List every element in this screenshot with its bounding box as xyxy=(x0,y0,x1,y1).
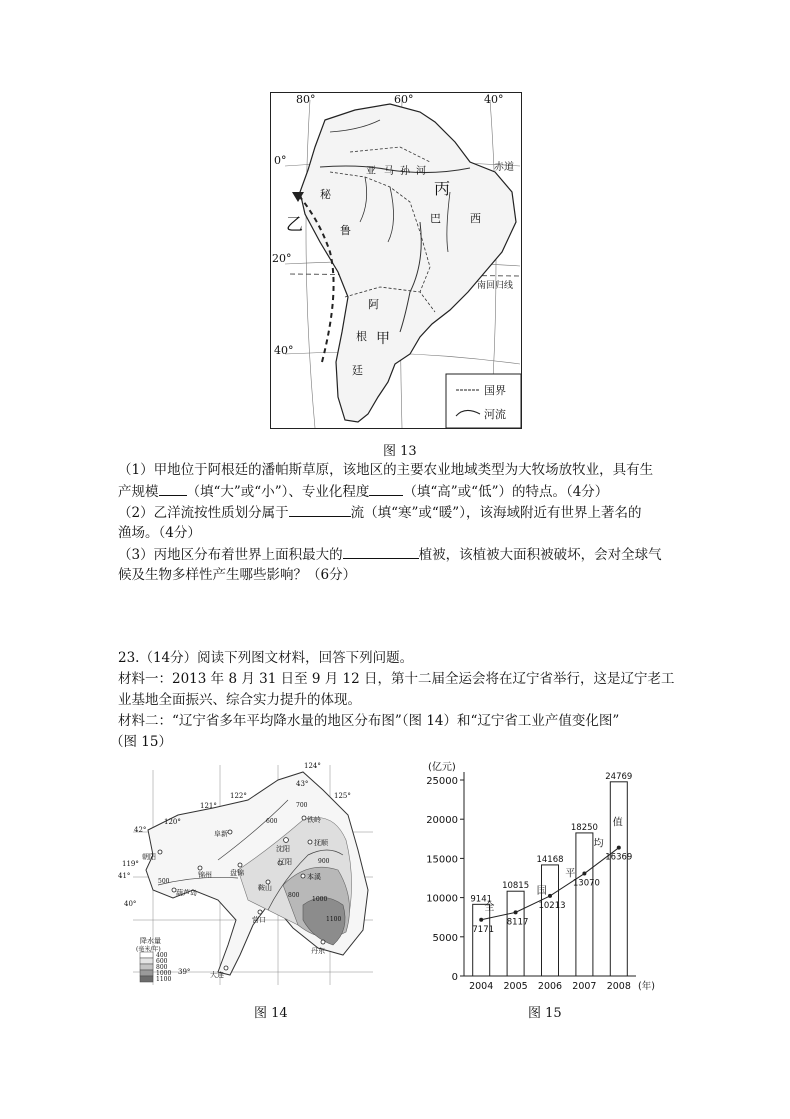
lat-label-40: 40° xyxy=(274,344,294,357)
legend-600: 600 xyxy=(156,958,168,965)
q23-heading: 23.（14分）阅读下列图文材料，回答下列问题。 xyxy=(118,650,414,666)
q23-m1-line2: 业基地全面振兴、综合实力提升的体现。 xyxy=(118,692,361,708)
label-bi: 秘 xyxy=(320,188,331,201)
coord-121: 121° xyxy=(200,802,217,810)
lon-label-80: 80° xyxy=(296,93,316,106)
coord-124: 124° xyxy=(304,762,321,770)
line-point xyxy=(548,894,552,898)
series-label-char: 均 xyxy=(593,838,604,850)
city-jinzhou: 锦州 xyxy=(198,871,212,879)
label-jia: 甲 xyxy=(376,331,390,347)
legend-river-label: 河流 xyxy=(484,408,506,421)
lon-label-40: 40° xyxy=(484,93,504,106)
q23-m2-line1: 材料二：“辽宁省多年平均降水量的地区分布图”（图 14）和“辽宁省工业产值变化图” xyxy=(118,713,620,729)
x-tick-label: 2007 xyxy=(572,981,597,992)
label-ma: 马 xyxy=(384,166,394,177)
line-value-label: 7171 xyxy=(472,924,495,935)
x-tick-label: 2006 xyxy=(537,981,563,992)
q22-p2-line1 xyxy=(118,502,641,523)
isohyet-900: 900 xyxy=(318,858,330,865)
x-axis-unit: (年) xyxy=(638,981,655,992)
label-ya: 亚 xyxy=(366,166,376,177)
q22-p1-line1: （1）甲地位于阿根廷的潘帕斯草原，该地区的主要农业地域类型为大牧场放牧业，具有生 xyxy=(118,462,654,478)
city-benxi: 本溪 xyxy=(307,873,321,881)
legend-1100: 1100 xyxy=(156,976,172,983)
bar xyxy=(610,782,627,976)
label-bing: 丙 xyxy=(434,179,451,198)
q22-p2-line1b: 流（填“寒”或“暖”），该海域附近有世界上著名的 xyxy=(350,505,642,521)
coord-39: 39° xyxy=(178,968,191,976)
q22-p3-line1a: （3）丙地区分布着世界上面积最大的 xyxy=(118,547,343,563)
isohyet-700: 700 xyxy=(296,802,308,809)
q22-p1-line2 xyxy=(118,481,608,502)
label-a: 阿 xyxy=(368,298,379,311)
y-tick-label: 10000 xyxy=(426,893,458,905)
q22-p1-line2b: （填“大”或“小”）、专业化程度 xyxy=(186,484,370,500)
fig15-caption: 图 15 xyxy=(528,1006,562,1021)
y-tick-label: 5000 xyxy=(432,932,458,944)
x-tick-label: 2008 xyxy=(606,981,631,992)
isohyet-600: 600 xyxy=(266,818,278,825)
fig13-caption: 图 13 xyxy=(383,444,417,459)
answer-blank-vegetation[interactable] xyxy=(343,544,419,559)
label-sun: 孙 xyxy=(400,166,410,177)
line-value-label: 16369 xyxy=(605,852,633,863)
bar xyxy=(473,904,490,976)
city-shenyang: 沈阳 xyxy=(276,845,290,853)
q23-m1-line1: 材料一：2013 年 8 月 31 日至 9 月 12 日，第十二届全运会将在辽宁省举行，这是辽宁老工 xyxy=(118,671,675,687)
line-point xyxy=(514,910,518,914)
answer-blank-specialization[interactable] xyxy=(369,481,403,496)
bar-value-label: 24769 xyxy=(605,771,633,782)
south-america-map xyxy=(270,92,522,429)
label-he: 河 xyxy=(416,166,426,177)
legend-border-label: 国界 xyxy=(484,384,506,397)
industrial-output-chart xyxy=(408,760,680,995)
line-point xyxy=(582,872,586,876)
q22-p3-line1b: 植被，该植被大面积被破坏，会对全球气 xyxy=(418,547,662,563)
bar-value-label: 9141 xyxy=(470,894,493,905)
y-tick-label: 20000 xyxy=(426,815,458,827)
lat-label-20: 20° xyxy=(272,252,292,265)
series-label-char: 平 xyxy=(565,868,576,880)
city-tieling: 铁岭 xyxy=(307,816,321,824)
answer-blank-scale[interactable] xyxy=(159,481,187,496)
series-label-char: 国 xyxy=(536,886,547,898)
y-tick-label: 25000 xyxy=(426,776,458,787)
coord-119: 119° xyxy=(122,860,139,868)
line-value-label: 10213 xyxy=(538,900,566,911)
city-panjin: 盘锦 xyxy=(230,869,244,877)
coord-40: 40° xyxy=(124,900,137,908)
equator-label: 赤道 xyxy=(494,162,514,173)
series-label-char: 值 xyxy=(612,817,623,829)
legend-800: 800 xyxy=(156,964,168,971)
q22-p3-line1 xyxy=(118,544,662,565)
city-liaoyang: 辽阳 xyxy=(278,858,292,866)
x-tick-label: 2005 xyxy=(503,981,528,992)
label-xi: 西 xyxy=(470,212,481,225)
label-lu: 鲁 xyxy=(340,224,351,237)
q22-p1-line2c: （填“高”或“低”）的特点。（4分） xyxy=(403,484,609,500)
city-dandong: 丹东 xyxy=(311,947,325,955)
label-ba: 巴 xyxy=(430,212,441,225)
q23-m2-line2: （图 15） xyxy=(110,734,172,750)
bar-value-label: 18250 xyxy=(570,822,598,833)
label-gen: 根 xyxy=(356,330,367,343)
liaoning-precip-map xyxy=(118,760,378,990)
coord-42: 42° xyxy=(134,826,147,834)
tropic-label: 南回归线 xyxy=(477,281,514,291)
label-ting: 廷 xyxy=(352,364,363,377)
legend-title: 降水量 xyxy=(140,937,161,945)
isohyet-800: 800 xyxy=(288,892,300,899)
city-dalian: 大连 xyxy=(210,971,224,979)
answer-blank-current[interactable] xyxy=(289,502,351,517)
fig14-caption: 图 14 xyxy=(254,1006,288,1021)
legend-unit: (毫米/年) xyxy=(136,946,161,953)
line-point xyxy=(617,846,621,850)
lon-label-60: 60° xyxy=(394,93,414,106)
y-axis-unit: (亿元) xyxy=(428,762,456,773)
bar-value-label: 14168 xyxy=(536,854,564,865)
series-label-char: 全 xyxy=(484,902,495,914)
bar xyxy=(576,833,593,976)
isohyet-1100: 1100 xyxy=(326,916,342,923)
city-anshan: 鞍山 xyxy=(258,884,272,892)
legend-400: 400 xyxy=(156,952,168,959)
coord-41: 41° xyxy=(118,872,131,880)
coord-120: 120° xyxy=(164,818,181,826)
chart-svg xyxy=(408,760,680,995)
q22-p2-line2: 渔场。（4分） xyxy=(118,525,201,541)
bar xyxy=(507,891,524,976)
line-value-label: 8117 xyxy=(506,917,529,928)
q22-p3-line2: 候及生物多样性产生哪些影响？（6分） xyxy=(118,567,357,583)
city-yingkou: 营口 xyxy=(252,916,266,924)
isohyet-1000: 1000 xyxy=(312,896,328,903)
city-chaoyang: 朝阳 xyxy=(142,853,156,861)
y-tick-label: 15000 xyxy=(426,854,458,866)
bar-value-label: 10815 xyxy=(502,881,530,892)
q22-p2-line1a: （2）乙洋流按性质划分属于 xyxy=(118,505,289,521)
x-tick-label: 2004 xyxy=(469,981,494,992)
coord-125: 125° xyxy=(334,792,351,800)
y-tick-label: 0 xyxy=(451,972,458,983)
q22-p1-line2a: 产规模 xyxy=(118,484,159,500)
city-huludao: 葫芦岛 xyxy=(176,889,197,897)
coord-43: 43° xyxy=(296,780,309,788)
isohyet-500: 500 xyxy=(158,878,170,885)
lat-label-0: 0° xyxy=(274,154,287,167)
coord-122: 122° xyxy=(230,792,247,800)
line-point xyxy=(479,918,483,922)
bar xyxy=(542,865,559,976)
line-value-label: 13070 xyxy=(572,878,600,889)
city-fuxin: 阜新 xyxy=(214,830,228,838)
label-yi: 乙 xyxy=(286,215,303,235)
legend-1000: 1000 xyxy=(156,970,172,977)
city-fushun: 抚顺 xyxy=(314,839,328,847)
